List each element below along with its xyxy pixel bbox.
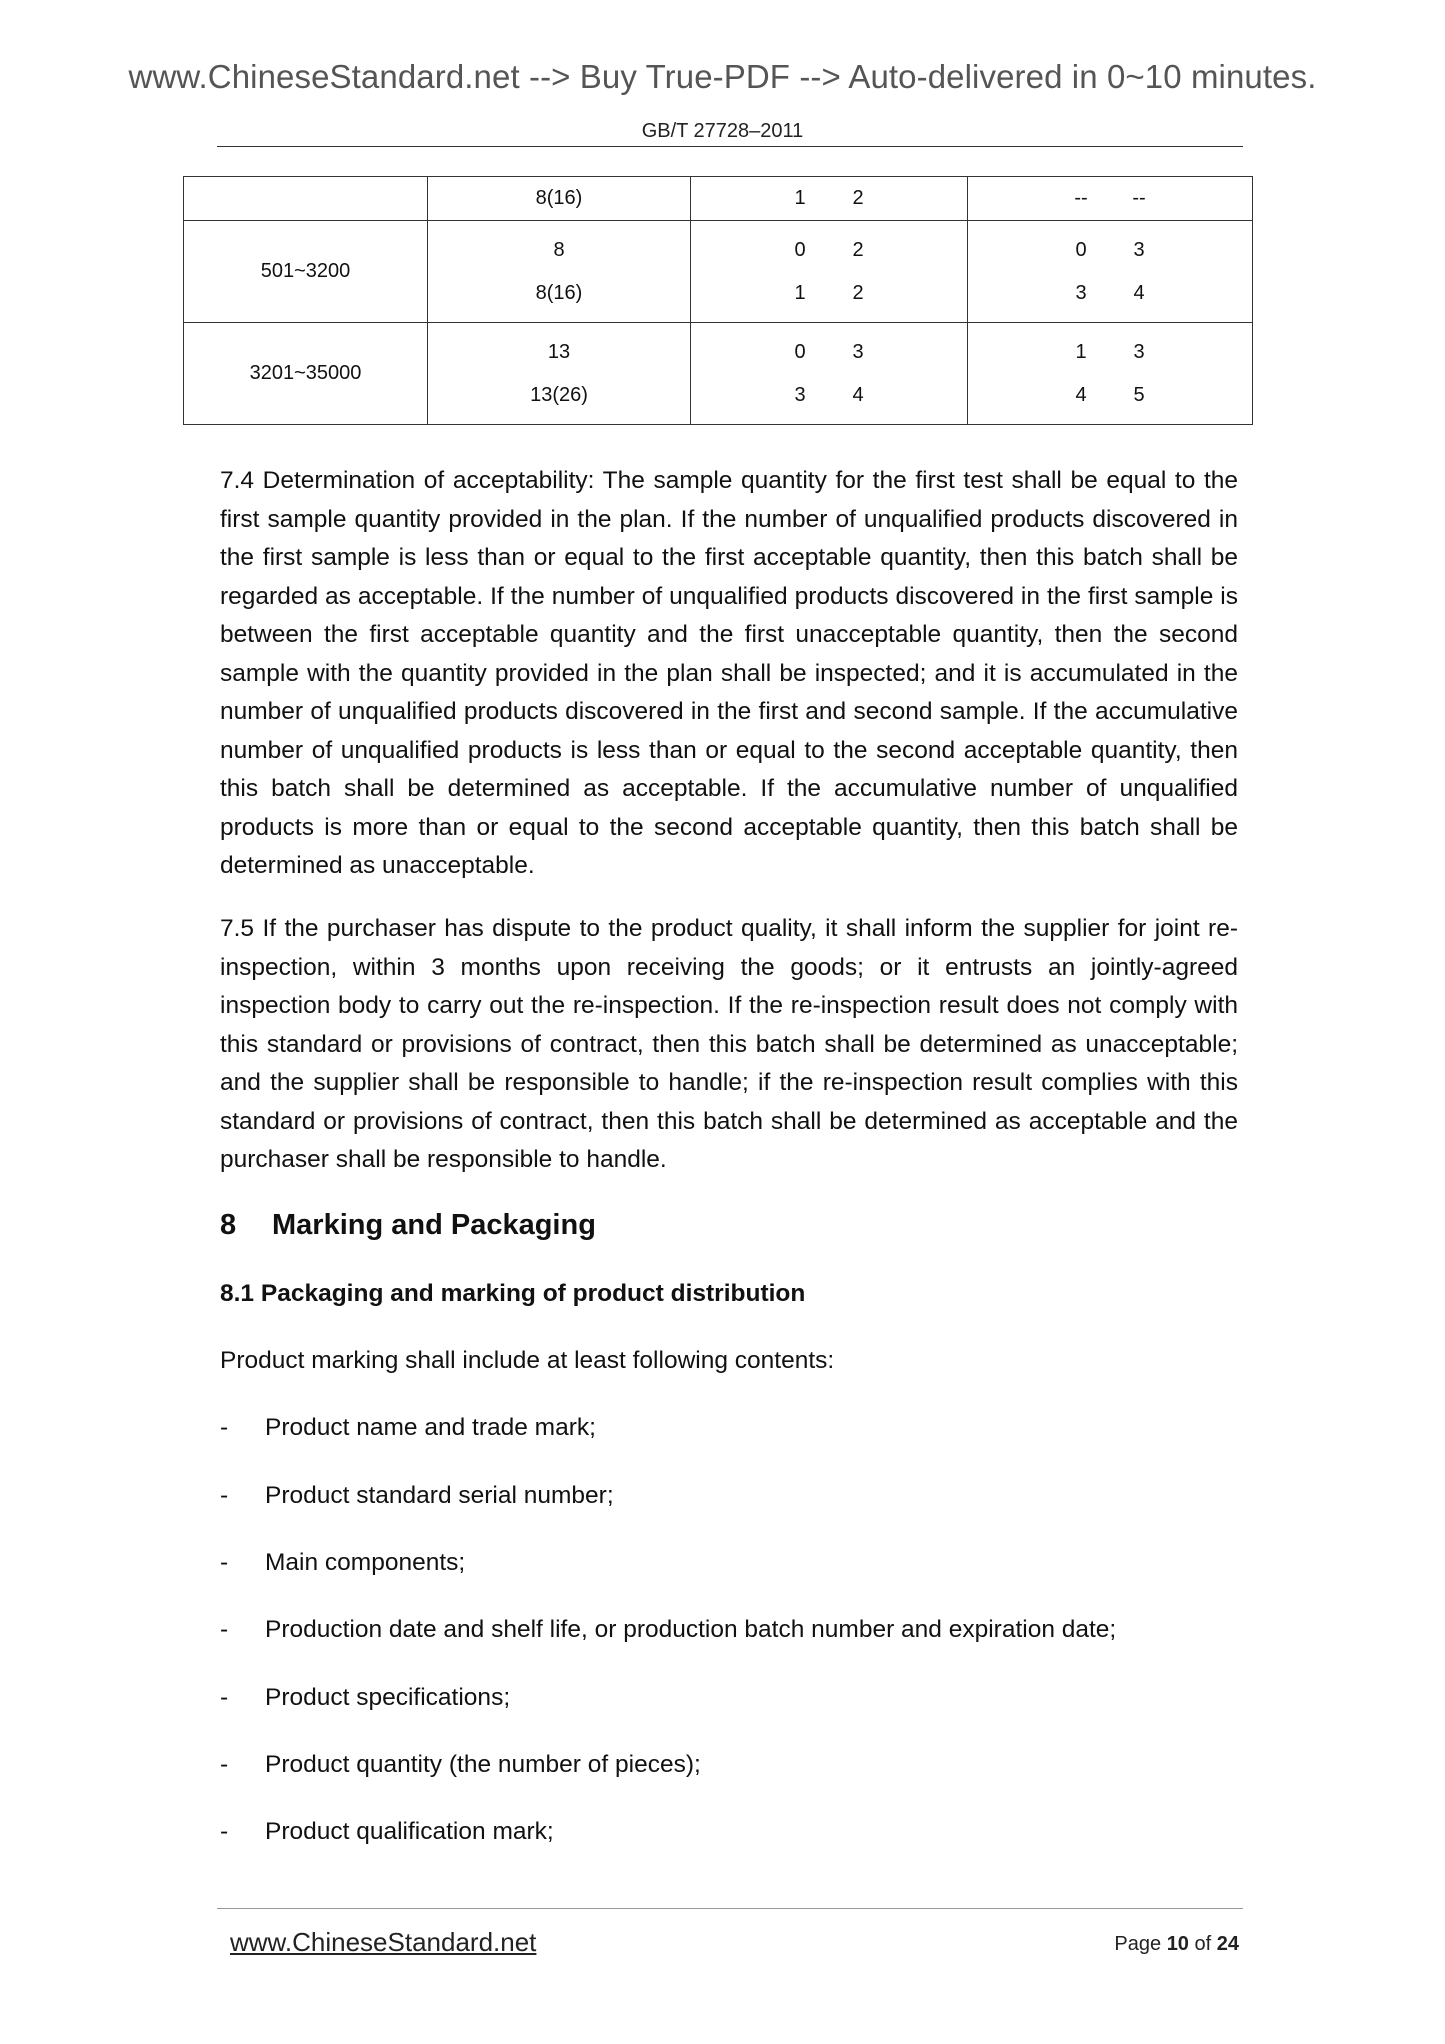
current-page: 10 bbox=[1166, 1933, 1189, 1955]
sample-size-cell: 8(16) bbox=[428, 177, 691, 221]
lot-size-cell bbox=[184, 177, 428, 221]
footer-site-link[interactable]: www.ChineseStandard.net bbox=[230, 1927, 537, 1957]
table-row bbox=[184, 177, 1253, 221]
list-item: - Product quantity (the number of pieces); bbox=[220, 1751, 701, 1778]
list-item: - Product standard serial number; bbox=[220, 1482, 614, 1509]
footer-rule bbox=[217, 1908, 1243, 1909]
section-heading-8 bbox=[220, 1209, 596, 1242]
lot-size-cell: 501~3200 bbox=[184, 221, 428, 323]
banner: www.ChineseStandard.net --> Buy True-PDF --> Auto-delivered in 0~10 minutes. bbox=[128, 58, 1317, 95]
sample-size-cell: 8 8(16) bbox=[428, 221, 691, 323]
list-item: - Main components; bbox=[220, 1549, 466, 1576]
table-row bbox=[184, 221, 1253, 323]
header-rule bbox=[217, 146, 1243, 147]
ac-cell: 0 3 3 4 bbox=[691, 323, 968, 425]
section-title: Marking and Packaging bbox=[272, 1209, 596, 1241]
list-item: - Product specifications; bbox=[220, 1684, 511, 1711]
lot-size-cell: 3201~35000 bbox=[184, 323, 428, 425]
section-number: 8 bbox=[220, 1209, 237, 1241]
ac-cell: 1 2 bbox=[691, 177, 968, 221]
list-item: - Product qualification mark; bbox=[220, 1818, 554, 1845]
list-item: - Product name and trade mark; bbox=[220, 1414, 596, 1441]
paragraph-7-4: 7.4 Determination of acceptability: The sample quantity for the first test shall be equal to the first sample quantity provided in the plan. If the number of unqualified products discovered in the first sample is less than or equal to the first acceptable quantity, then this batch shall be regarded as acceptable. If the number of unqualified products discovered in the first sample is between the first acceptable quantity and the first unacceptable quantity, then the second sample with the quantity provided in the plan shall be inspected; and it is accumulated in the number of unqualified products discovered in the first and second sample. If the accumulative number of unqualified products is less than or equal to the second acceptable quantity, then this batch shall be determined as acceptable. If the accumulative number of unqualified products is more than or equal to the second acceptable quantity, then this batch shall be determined as unacceptable. bbox=[220, 467, 1238, 879]
paragraph-7-5: 7.5 If the purchaser has dispute to the product quality, it shall inform the supplier for joint re-inspection, within 3 months upon receiving the goods; or it entrusts an jointly-agreed inspection body to carry out the re-inspection. If the re-inspection result does not comply with this standard or provisions of contract, then this batch shall be determined as unacceptable; and the supplier shall be responsible to handle; if the re-inspection result complies with this standard or provisions of contract, then this batch shall be determined as acceptable and the purchaser shall be responsible to handle. bbox=[220, 915, 1238, 1173]
sample-size-cell: 13 13(26) bbox=[428, 323, 691, 425]
table-row bbox=[184, 323, 1253, 425]
subsection-heading-8-1: 8.1 Packaging and marking of product distribution bbox=[220, 1280, 806, 1307]
marking-intro: Product marking shall include at least following contents: bbox=[220, 1347, 835, 1374]
list-item: - Production date and shelf life, or production batch number and expiration date; bbox=[220, 1616, 1117, 1643]
page-number: Page 10 of 24 bbox=[1114, 1933, 1239, 1955]
re-cell: 1 3 4 5 bbox=[968, 323, 1253, 425]
total-pages: 24 bbox=[1216, 1933, 1239, 1955]
re-cell: -- -- bbox=[968, 177, 1253, 221]
re-cell: 0 3 3 4 bbox=[968, 221, 1253, 323]
standard-code: GB/T 27728–2011 bbox=[641, 120, 804, 142]
sampling-plan-table bbox=[183, 176, 1253, 425]
ac-cell: 0 2 1 2 bbox=[691, 221, 968, 323]
